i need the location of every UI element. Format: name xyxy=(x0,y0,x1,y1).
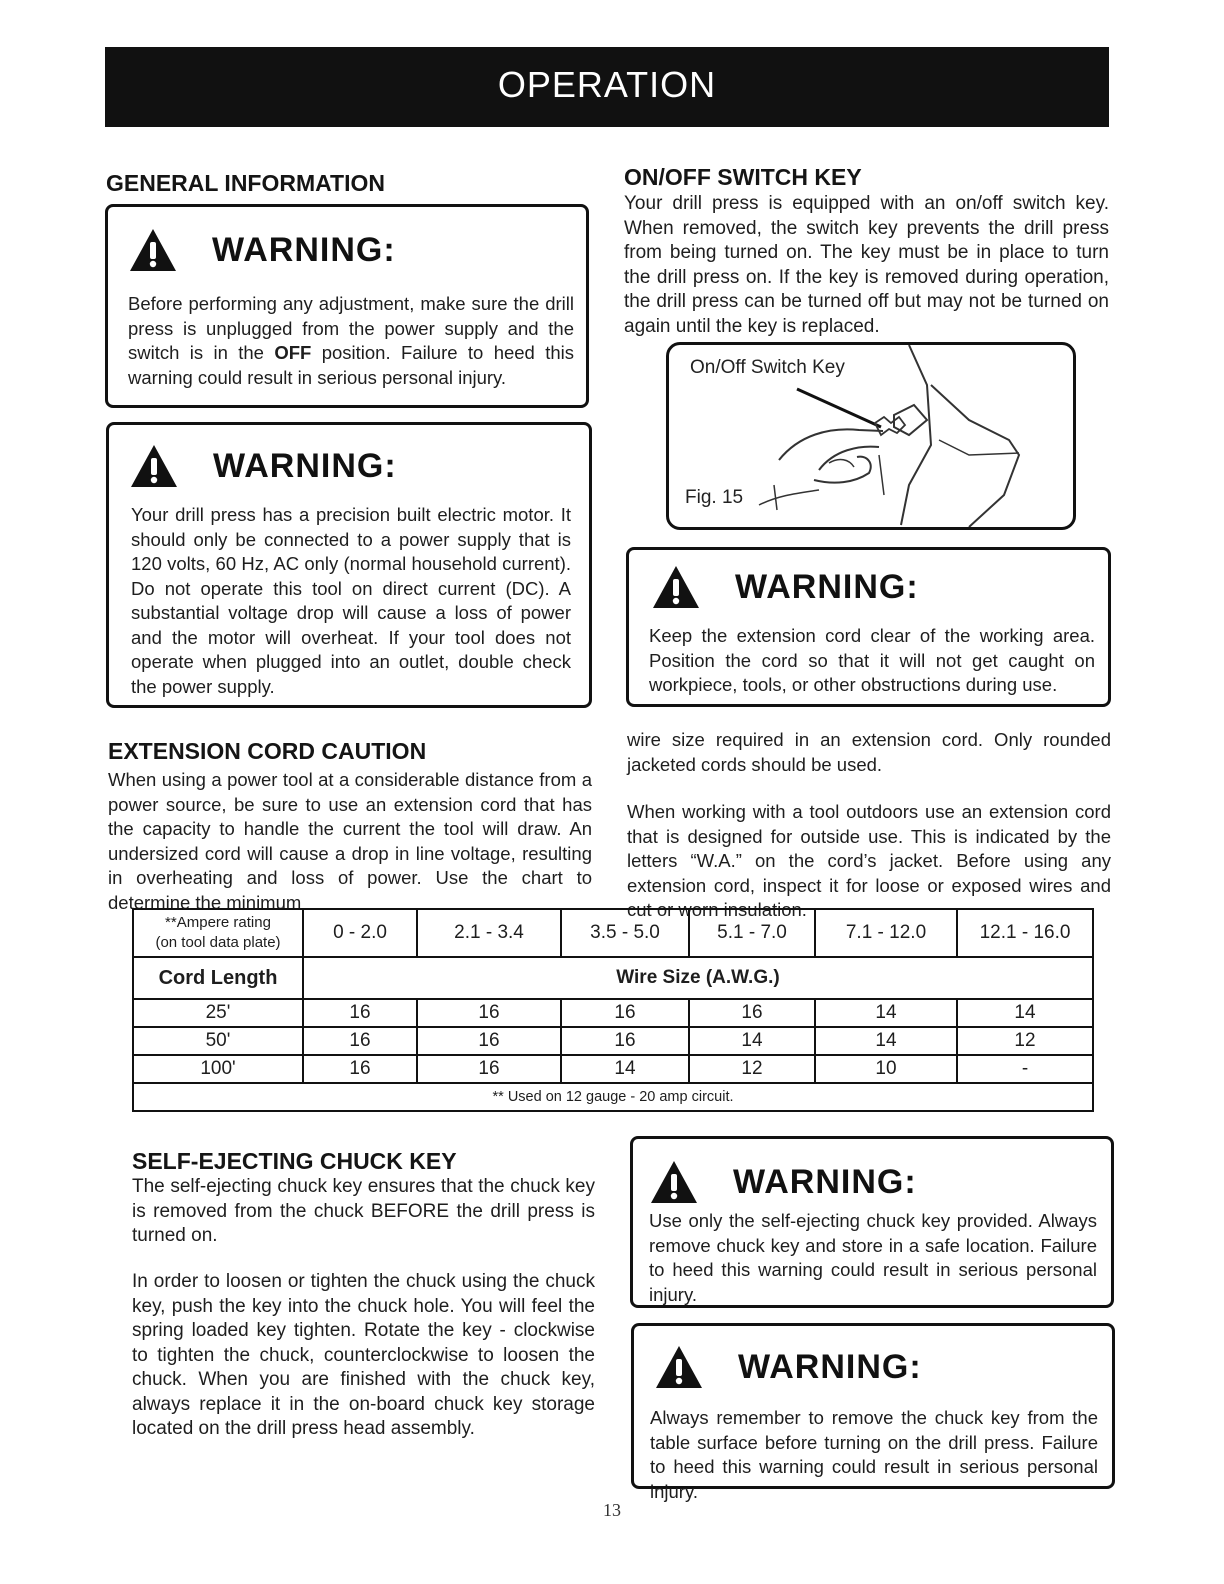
warning-box-power-supply xyxy=(106,422,592,708)
cord-length-cell: 100' xyxy=(133,1055,303,1083)
wire-size-cell: 16 xyxy=(689,999,815,1027)
chuck-key-text-2: In order to loosen or tighten the chuck using the chuck key, push the key into the chuck hole. You will feel the spring loaded key tighten. Rotate the key - clockwise to tighten the chuck, counterclockwise to loosen the chuck. When you are finished with the chuck key, always replace it in the on-board chuck key storage located on the drill press head assembly. xyxy=(132,1271,595,1439)
chuck-key-text-1: The self-ejecting chuck key ensures that the chuck key is removed from the chuck BEFORE the drill press is turned on. xyxy=(132,1176,595,1246)
page-title-banner: OPERATION xyxy=(105,47,1109,127)
table-footnote: ** Used on 12 gauge - 20 amp circuit. xyxy=(133,1083,1093,1111)
warning-box-chuck-key-table xyxy=(631,1323,1115,1502)
onoff-switch-text: Your drill press is equipped with an on/off switch key. When removed, the switch key prevents the drill press from being turned on. The key must be in place to turn the drill press on. If the key is removed during operation, the drill press can be turned off but may not be turned on again until the key is replaced. xyxy=(624,193,1109,337)
amp-range-cell: 3.5 - 5.0 xyxy=(561,909,689,957)
warning-box-unplug xyxy=(105,204,589,408)
general-information-heading: GENERAL INFORMATION xyxy=(106,170,385,196)
warning-triangle-icon xyxy=(649,1159,699,1205)
onoff-switch-heading: ON/OFF SWITCH KEY xyxy=(624,164,862,190)
wire-size-cell: 16 xyxy=(417,1055,561,1083)
table-subheader-row xyxy=(133,957,1093,999)
wire-size-cell: 12 xyxy=(689,1055,815,1083)
warning-triangle-icon xyxy=(128,227,178,273)
ampere-rating-sublabel: (on tool data plate) xyxy=(155,934,281,951)
amp-range-cell: 5.1 - 7.0 xyxy=(689,909,815,957)
wire-size-cell: 16 xyxy=(303,1027,417,1055)
wire-size-cell: 10 xyxy=(815,1055,957,1083)
warning-title: WARNING: xyxy=(213,446,397,485)
ampere-rating-label-cell xyxy=(133,909,303,957)
warning-text: Keep the extension cord clear of the working area. Position the cord so that it will not get caught on workpiece, tools, or other obstructions during use. xyxy=(649,625,1095,695)
wire-size-cell: 14 xyxy=(815,999,957,1027)
table-header-row xyxy=(133,909,1093,957)
wire-size-cell: 16 xyxy=(303,999,417,1027)
extension-cord-text-left: When using a power tool at a considerable distance from a power source, be sure to use an extension cord that has the capacity to handle the current the tool will draw. An undersized cord will cause a drop in line voltage, resulting in overheating and loss of power. Use the chart to determine the minimum xyxy=(108,769,592,913)
warning-text: Your drill press has a precision built electric motor. It should only be connected to a power supply that is 120 volts, 60 Hz, AC only (normal household current). Do not operate this tool on direct current (DC). A substantial voltage drop will cause a loss of power and the motor will overheat. If your tool does not operate when plugged into an outlet, double check the power supply. xyxy=(131,504,571,697)
cord-length-label: Cord Length xyxy=(133,957,303,999)
cord-length-cell: 25' xyxy=(133,999,303,1027)
table-row xyxy=(133,1027,1093,1055)
warning-text: Before performing any adjustment, make sure the drill press is unplugged from the power supply and the switch is in the OFF position. Failure to heed this warning could result in serious personal injury. xyxy=(128,293,574,388)
warning-box-chuck-key xyxy=(630,1136,1114,1308)
page-number: 13 xyxy=(603,1500,621,1520)
warning-title: WARNING: xyxy=(733,1162,917,1201)
figure-callout-label: On/Off Switch Key xyxy=(690,357,845,378)
warning-title: WARNING: xyxy=(738,1347,922,1386)
wire-size-cell: - xyxy=(957,1055,1093,1083)
wire-size-cell: 16 xyxy=(417,999,561,1027)
table-note-row xyxy=(133,1083,1093,1111)
amp-range-cell: 12.1 - 16.0 xyxy=(957,909,1093,957)
warning-triangle-icon xyxy=(651,564,701,610)
wire-size-cell: 16 xyxy=(417,1027,561,1055)
wire-size-cell: 14 xyxy=(815,1027,957,1055)
warning-title: WARNING: xyxy=(735,567,919,606)
wire-size-cell: 16 xyxy=(561,1027,689,1055)
ampere-rating-label: **Ampere rating xyxy=(165,914,271,931)
warning-triangle-icon xyxy=(654,1344,704,1390)
figure-number-label: Fig. 15 xyxy=(685,487,744,508)
wire-size-label: Wire Size (A.W.G.) xyxy=(303,957,1093,999)
amp-range-cell: 7.1 - 12.0 xyxy=(815,909,957,957)
extension-cord-heading: EXTENSION CORD CAUTION xyxy=(108,738,427,764)
amp-range-cell: 2.1 - 3.4 xyxy=(417,909,561,957)
warning-text: Always remember to remove the chuck key from the table surface before turning on the drill press. Failure to heed this warning could result in serious personal injury. xyxy=(650,1407,1098,1502)
wire-size-cell: 16 xyxy=(561,999,689,1027)
warning-triangle-icon xyxy=(129,443,179,489)
wire-size-cell: 14 xyxy=(561,1055,689,1083)
amp-range-cell: 0 - 2.0 xyxy=(303,909,417,957)
chuck-key-heading: SELF-EJECTING CHUCK KEY xyxy=(132,1148,457,1174)
wire-size-cell: 16 xyxy=(303,1055,417,1083)
wire-size-cell: 14 xyxy=(957,999,1093,1027)
wire-size-cell: 14 xyxy=(689,1027,815,1055)
warning-box-extension-cord xyxy=(626,547,1111,707)
switch-key-illustration xyxy=(669,345,1073,527)
wire-size-cell: 12 xyxy=(957,1027,1093,1055)
extension-cord-wire-size-table xyxy=(132,908,1094,1112)
warning-title: WARNING: xyxy=(212,230,396,269)
extension-cord-text-right-2: When working with a tool outdoors use an extension cord that is designed for outside use. This is indicated by the letters “W.A.” on the cord’s jacket. Before using any extension cord, inspect it for loose or exposed wires and cut or worn insulation. xyxy=(627,801,1111,920)
warning-text: Use only the self-ejecting chuck key provided. Always remove chuck key and store in a safe location. Failure to heed this warning could result in serious personal injury. xyxy=(649,1210,1097,1305)
figure-15-box xyxy=(666,342,1076,530)
table-row xyxy=(133,999,1093,1027)
cord-length-cell: 50' xyxy=(133,1027,303,1055)
extension-cord-text-right-1: wire size required in an extension cord. Only rounded jacketed cords should be used. xyxy=(627,729,1111,775)
table-row xyxy=(133,1055,1093,1083)
